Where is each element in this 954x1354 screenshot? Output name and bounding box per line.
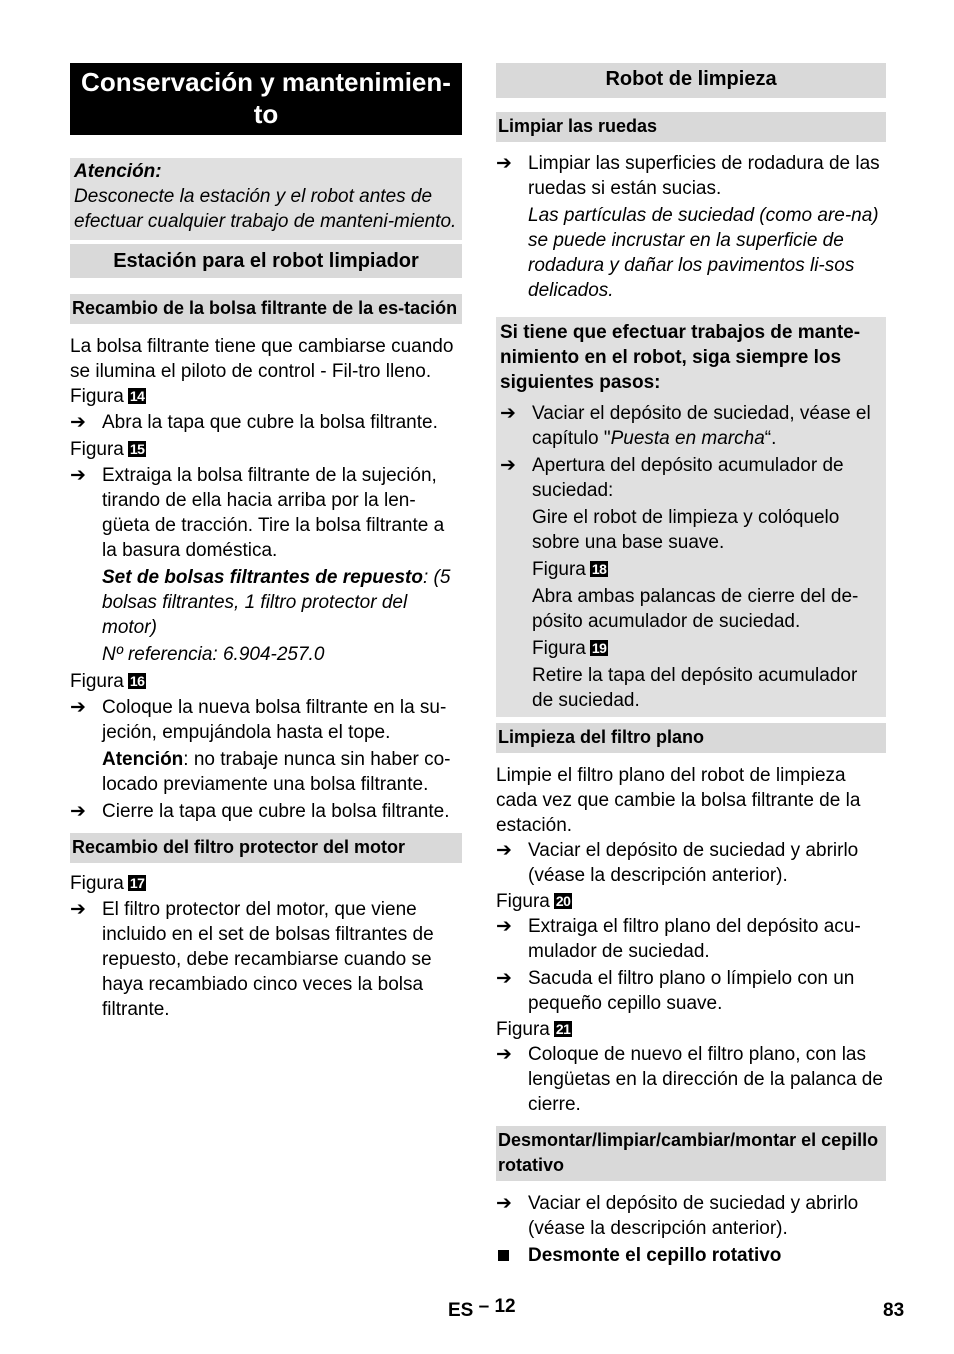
step-item: ➔ Sacuda el filtro plano o límpielo con un pequeño cepillo suave. [496, 968, 855, 1014]
figure-ref: Figura 20 [496, 891, 571, 912]
arrow-icon: ➔ [496, 1193, 512, 1214]
figure-ref: Figura 19 [532, 638, 607, 659]
figure-number: 19 [591, 640, 607, 656]
subheading-clean-wheels: Limpiar las ruedas [496, 112, 886, 142]
step-item: ➔ Abra la tapa que cubre la bolsa filtrante. [70, 412, 438, 433]
figure-ref: Figura 15 [70, 439, 145, 460]
figure-number: 15 [129, 441, 145, 457]
step-item: ➔ El filtro protector del motor, que viene incluido en el set de bolsas filtrantes de repuesto, debe recambiarse cuando se haya recambiado cinco veces la bolsa filtrante. [70, 899, 434, 1020]
step-item: ➔ Extraiga el filtro plano del depósito acu-mulador de suciedad. [496, 916, 861, 962]
chapter-title: Conservación y mantenimien-to [70, 63, 462, 135]
step-item: ➔ Vaciar el depósito de suciedad, véase el capítulo "Puesta en marcha“. [500, 403, 871, 449]
section-heading-station: Estación para el robot limpiador [70, 244, 462, 278]
language-code: ES [448, 1300, 474, 1321]
figure-number: 20 [555, 893, 571, 909]
arrow-icon: ➔ [500, 455, 516, 476]
paragraph-flat-filter-intro: Limpie el filtro plano del robot de limpieza cada vez que cambie la bolsa filtrante de la estación. [496, 765, 861, 836]
maintenance-steps-block [496, 317, 886, 717]
notice-text: Desconecte la estación y el robot antes de efectuar cualquier trabajo de manteni-miento. [74, 186, 457, 232]
substep-text: Retire la tapa del depósito acumulador de suciedad. [532, 665, 858, 711]
bullet-item: Desmonte el cepillo rotativo [496, 1243, 886, 1268]
page-footer-label [448, 1298, 516, 1323]
spare-parts-label: Set de bolsas filtrantes de repuesto [102, 567, 423, 588]
subheading-flat-filter: Limpieza del filtro plano [496, 723, 886, 753]
attention-note: Atención: no trabaje nunca sin haber co-locado previamente una bolsa filtrante. [102, 749, 451, 795]
arrow-icon: ➔ [70, 801, 86, 822]
step-item: ➔ Apertura del depósito acumulador de suciedad: [500, 455, 844, 501]
figure-number: 14 [129, 388, 145, 404]
step-item: ➔ Coloque la nueva bolsa filtrante en la su-jeción, empujándola hasta el tope. [70, 697, 447, 743]
arrow-icon: ➔ [496, 840, 512, 861]
warning-notice [70, 158, 462, 240]
arrow-icon: ➔ [70, 412, 86, 433]
arrow-icon: ➔ [496, 153, 512, 174]
figure-ref: Figura 16 [70, 671, 145, 692]
arrow-icon: ➔ [496, 1044, 512, 1065]
arrow-icon: ➔ [496, 968, 512, 989]
notice-title: Atención: [74, 161, 162, 182]
section-heading-robot: Robot de limpieza [496, 63, 886, 98]
wheels-note: Las partículas de suciedad (como are-na) se puede incrustar en la superficie de rodadura y dañar los pavimentos li-sos delicados. [528, 205, 879, 301]
spare-parts-note: Set de bolsas filtrantes de repuesto: (5 bolsas filtrantes, 1 filtro protector del motor) [102, 567, 451, 638]
step-item: ➔ Extraiga la bolsa filtrante de la sujeción, tirando de ella hacia arriba por la len-güeta de tracción. Tire la bolsa filtrante a la basura doméstica. [70, 465, 445, 561]
local-page-number: – 12 [478, 1296, 516, 1317]
figure-number: 16 [129, 673, 145, 689]
figure-ref: Figura 17 [70, 873, 145, 894]
step-item: ➔ Cierre la tapa que cubre la bolsa filtrante. [70, 801, 450, 822]
step-item: ➔ Limpiar las superficies de rodadura de las ruedas si están sucias. [496, 153, 880, 199]
subheading-filter-bag: Recambio de la bolsa filtrante de la es-tación [70, 294, 462, 324]
arrow-icon: ➔ [496, 916, 512, 937]
arrow-icon: ➔ [500, 403, 516, 424]
arrow-icon: ➔ [70, 899, 86, 920]
subheading-rotary-brush: Desmontar/limpiar/cambiar/montar el cepillo rotativo [496, 1126, 886, 1181]
step-item: ➔ Coloque de nuevo el filtro plano, con las lengüetas en la dirección de la palanca de cierre. [496, 1044, 883, 1115]
arrow-icon: ➔ [70, 697, 86, 718]
maintenance-heading: Si tiene que efectuar trabajos de mante-nimiento en el robot, siga siempre los siguientes pasos: [500, 322, 861, 393]
substep-text: Abra ambas palancas de cierre del de-pósito acumulador de suciedad. [532, 586, 859, 632]
figure-number: 17 [129, 875, 145, 891]
figure-ref: Figura 21 [496, 1019, 571, 1040]
step-item: ➔ Vaciar el depósito de suciedad y abrirlo (véase la descripción anterior). [496, 1193, 859, 1239]
figure-number: 18 [591, 561, 607, 577]
figure-ref: Figura 18 [532, 559, 607, 580]
left-column [70, 63, 462, 1022]
right-column [496, 63, 886, 1268]
attention-label: Atención [102, 749, 184, 770]
reference-number: Nº referencia: 6.904-257.0 [102, 644, 325, 665]
figure-ref: Figura 14 [70, 386, 145, 407]
figure-number: 21 [555, 1021, 571, 1037]
subheading-motor-filter: Recambio del filtro protector del motor [70, 833, 462, 863]
page-number: 83 [883, 1300, 905, 1321]
paragraph-filter-intro: La bolsa filtrante tiene que cambiarse cuando se ilumina el piloto de control - Fil-tro lleno. [70, 336, 454, 382]
step-item: ➔ Vaciar el depósito de suciedad y abrirlo (véase la descripción anterior). [496, 840, 859, 886]
arrow-icon: ➔ [70, 465, 86, 486]
square-bullet-icon [498, 1250, 509, 1261]
substep-text: Gire el robot de limpieza y colóquelo sobre una base suave. [532, 507, 840, 553]
